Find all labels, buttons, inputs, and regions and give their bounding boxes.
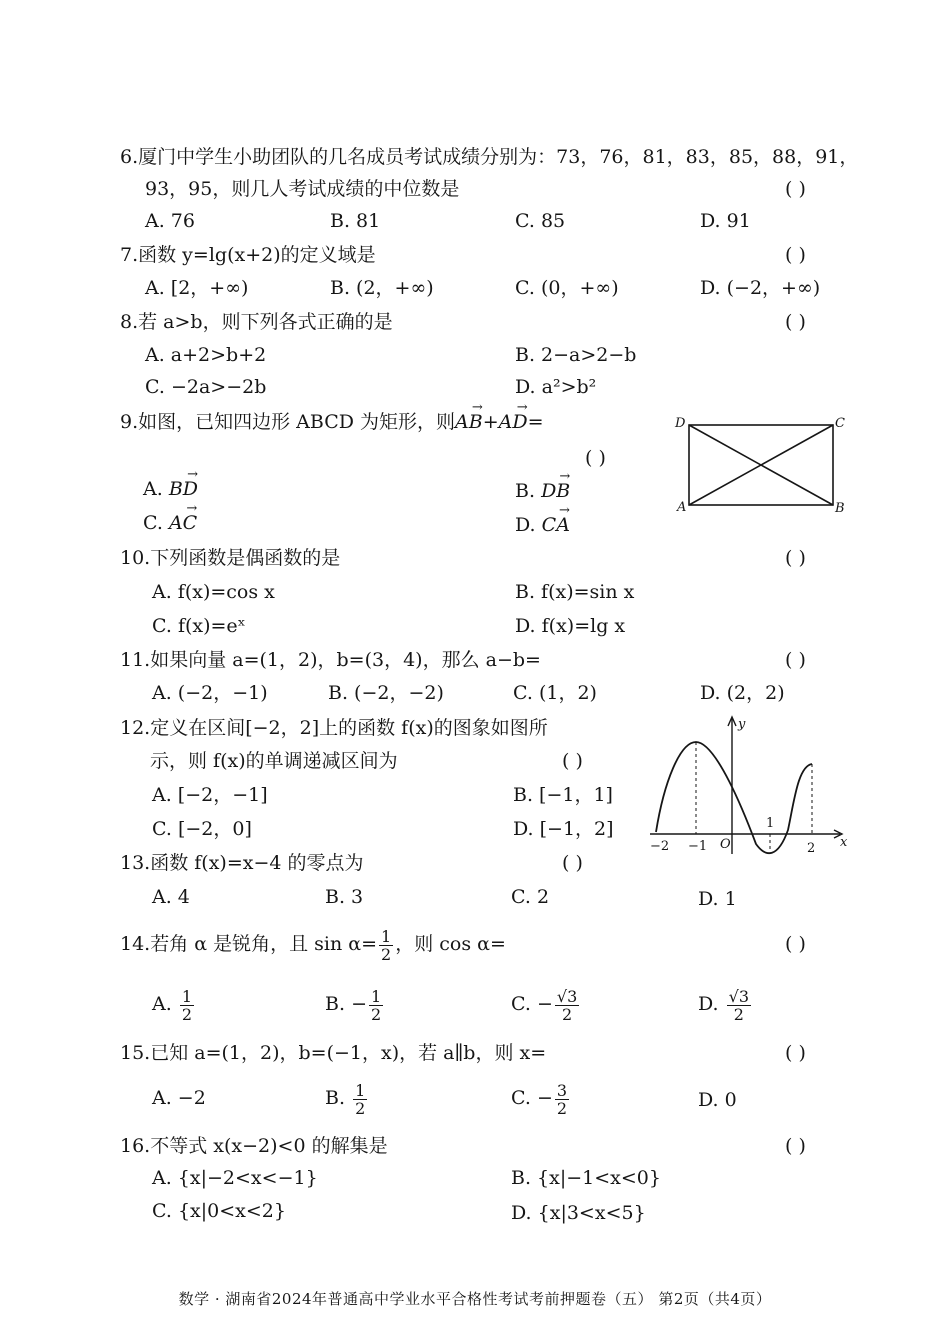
q6-option-b: B. 81	[330, 210, 381, 232]
q12-option-c: C. [−2，0]	[152, 818, 252, 840]
vertex-d: D	[675, 416, 686, 431]
function-curve	[656, 742, 812, 853]
q9-stem: 9.如图，已知四边形 ABCD 为矩形，则 → AB+ → AD=	[120, 400, 544, 433]
q6-stem-line2: 93，95，则几人考试成绩的中位数是	[145, 178, 460, 200]
tick-minus-2: −2	[650, 839, 670, 854]
q10-option-d: D. f(x)=lg x	[515, 615, 626, 637]
q15-answer-paren: ( )	[785, 1042, 806, 1064]
q12-stem-line1: 12.定义在区间[−2，2]上的函数 f(x)的图象如图所	[120, 717, 548, 739]
q14-option-b: B. − $\frac{1}{2}$	[325, 986, 382, 1024]
q9-rectangle-figure	[672, 412, 852, 518]
q14-answer-paren: ( )	[785, 933, 806, 955]
q15-option-b: B. $\frac{1}{2}$	[325, 1080, 366, 1118]
q11-option-b: B. (−2，−2)	[328, 682, 444, 704]
q8-option-a: A. a+2>b+2	[145, 344, 267, 366]
q14-stem: 14.若角 α 是锐角，且 sin α= $\frac{1}{2}$ ，则 cos α=	[120, 926, 506, 964]
q15-stem: 15.已知 a=(1，2)，b=(−1，x)，若 a∥b，则 x=	[120, 1042, 547, 1064]
q16-answer-paren: ( )	[785, 1135, 806, 1157]
q6-answer-paren: ( )	[785, 178, 806, 200]
q13-answer-paren: ( )	[562, 852, 583, 874]
q12-option-b: B. [−1，1]	[513, 784, 613, 806]
q15-option-c: C. − $\frac{3}{2}$	[511, 1080, 568, 1118]
origin-label: O	[720, 837, 731, 852]
q8-stem: 8.若 a>b，则下列各式正确的是	[120, 311, 393, 333]
q6-option-a: A. 76	[145, 210, 195, 232]
q10-option-b: B. f(x)=sin x	[515, 581, 635, 603]
q11-option-c: C. (1，2)	[513, 682, 597, 704]
q11-option-d: D. (2，2)	[700, 682, 785, 704]
q9-vector-ab: → AB	[455, 400, 483, 433]
q7-option-c: C. (0，+∞)	[515, 277, 619, 299]
vertex-a: A	[677, 500, 687, 515]
q12-option-d: D. [−1，2]	[513, 818, 614, 840]
q9-option-d: D. → CA	[515, 503, 570, 536]
q7-stem: 7.函数 y=lg(x+2)的定义域是	[120, 244, 376, 266]
q12-stem-line2: 示，则 f(x)的单调递减区间为	[150, 750, 398, 772]
q6-option-c: C. 85	[515, 210, 566, 232]
q16-option-b: B. {x|−1<x<0}	[511, 1167, 661, 1189]
q15-option-a: A. −2	[152, 1087, 206, 1109]
q14-option-a: A. $\frac{1}{2}$	[152, 986, 192, 1024]
q13-option-a: A. 4	[152, 886, 190, 908]
q10-answer-paren: ( )	[785, 547, 806, 569]
q9-vector-ad: → AD	[498, 400, 528, 433]
tick-2: 2	[807, 841, 816, 856]
vertex-b: B	[835, 501, 845, 516]
q12-answer-paren: ( )	[562, 750, 583, 772]
tick-minus-1: −1	[688, 839, 708, 854]
q6-option-d: D. 91	[700, 210, 751, 232]
q9-answer-paren: ( )	[585, 447, 606, 469]
q13-option-d: D. 1	[698, 888, 737, 910]
q16-option-d: D. {x|3<x<5}	[511, 1202, 646, 1224]
q14-option-d: D. $\frac{√3}{2}$	[698, 986, 750, 1024]
tick-1: 1	[766, 816, 775, 831]
q11-stem: 11.如果向量 a=(1，2)，b=(3，4)，那么 a−b=	[120, 649, 541, 671]
q12-option-a: A. [−2，−1]	[152, 784, 268, 806]
q14-stem-fraction: $\frac{1}{2}$	[381, 926, 392, 964]
q13-option-c: C. 2	[511, 886, 550, 908]
q16-stem: 16.不等式 x(x−2)<0 的解集是	[120, 1135, 388, 1157]
q13-stem: 13.函数 f(x)=x−4 的零点为	[120, 852, 364, 874]
q8-answer-paren: ( )	[785, 311, 806, 333]
q10-stem: 10.下列函数是偶函数的是	[120, 547, 341, 569]
vertex-c: C	[835, 416, 845, 431]
q16-option-a: A. {x|−2<x<−1}	[152, 1167, 318, 1189]
q6-stem-line1: 6.厦门中学生小助团队的几名成员考试成绩分别为：73，76，81，83，85，88，91，	[120, 146, 859, 168]
q9-option-b: B. → DB	[515, 469, 571, 502]
q8-option-c: C. −2a>−2b	[145, 376, 267, 398]
q7-option-b: B. (2，+∞)	[330, 277, 434, 299]
q7-answer-paren: ( )	[785, 244, 806, 266]
q15-option-d: D. 0	[698, 1089, 737, 1111]
q14-option-c: C. − $\frac{√3}{2}$	[511, 986, 578, 1024]
q11-answer-paren: ( )	[785, 649, 806, 671]
x-axis-label: x	[840, 835, 848, 850]
q8-option-d: D. a²>b²	[515, 376, 597, 398]
q9-option-c: C. → AC	[143, 501, 198, 534]
q10-option-a: A. f(x)=cos x	[152, 581, 275, 603]
q7-option-a: A. [2，+∞)	[145, 277, 249, 299]
q9-option-a: A. → BD	[143, 467, 199, 500]
q12-function-graph	[644, 712, 854, 860]
q10-option-c: C. f(x)=eˣ	[152, 615, 246, 637]
q7-option-d: D. (−2，+∞)	[700, 277, 821, 299]
page-footer: 数学 · 湖南省2024年普通高中学业水平合格性考试考前押题卷（五） 第2页（共4页）	[178, 1290, 772, 1308]
q16-option-c: C. {x|0<x<2}	[152, 1200, 286, 1222]
y-axis-label: y	[738, 717, 746, 732]
q11-option-a: A. (−2，−1)	[152, 682, 268, 704]
q8-option-b: B. 2−a>2−b	[515, 344, 637, 366]
q13-option-b: B. 3	[325, 886, 364, 908]
